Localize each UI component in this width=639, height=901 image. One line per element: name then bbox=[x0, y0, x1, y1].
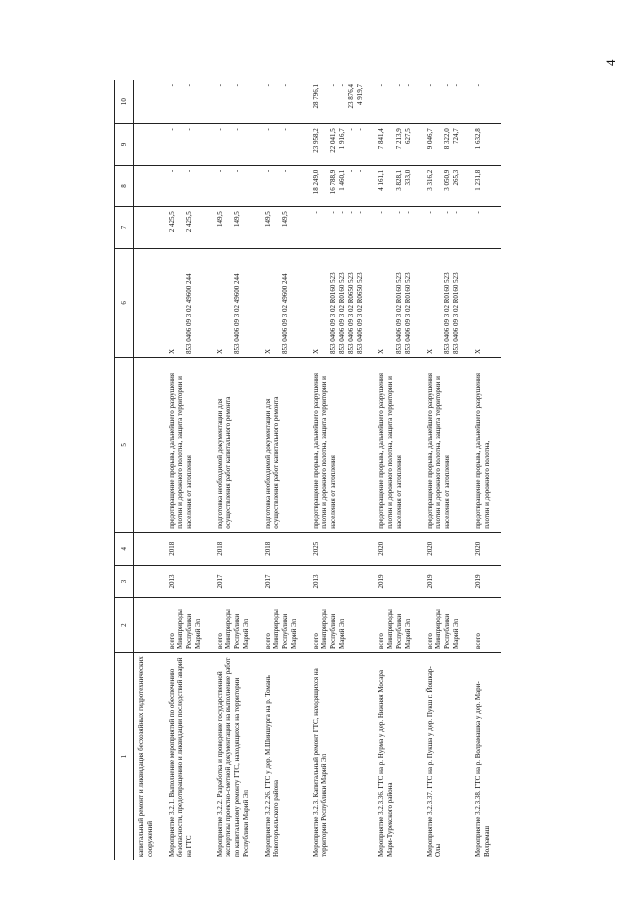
cell-c9 bbox=[134, 124, 165, 166]
cell-c7 bbox=[213, 207, 261, 249]
cell-value: - bbox=[329, 211, 338, 214]
cell-c4: 2018 bbox=[261, 532, 309, 565]
page-number: 4 bbox=[603, 59, 618, 66]
cell-value: Минприроды Республики Марий Эл bbox=[386, 609, 412, 649]
cell-value: 2 425,5 bbox=[167, 211, 176, 233]
cell-value: - bbox=[263, 84, 272, 87]
cell-value: - bbox=[403, 211, 412, 214]
cell-value: - bbox=[167, 128, 176, 131]
column-number-10: 10 bbox=[115, 80, 134, 124]
cell-value: Х bbox=[167, 348, 176, 355]
cell-c5 bbox=[134, 358, 165, 533]
cell-value: - bbox=[185, 84, 194, 87]
cell-c3 bbox=[134, 565, 165, 598]
column-number-8: 8 bbox=[115, 165, 134, 207]
cell-c7 bbox=[423, 207, 471, 249]
column-number-7: 7 bbox=[115, 207, 134, 249]
cell-value: всего bbox=[215, 633, 224, 649]
cell-c8 bbox=[213, 165, 261, 207]
cell-value: всего bbox=[377, 633, 386, 649]
cell-c6 bbox=[374, 248, 422, 357]
cell-c9 bbox=[471, 124, 502, 166]
cell-value: - bbox=[473, 211, 482, 214]
cell-value: - bbox=[338, 84, 346, 87]
column-number-5: 5 bbox=[115, 358, 134, 533]
cell-c5: предотвращение прорыва, дальнейшего разрушения плотин и дорожного полотна, защита территории и населения от затопления bbox=[423, 358, 471, 533]
table-row bbox=[134, 80, 165, 860]
cell-c1: Мероприятие 3.2.1. Выполнение мероприятий по обеспечению безопасности, предотвращению и ликвидации последствий аварий на ГТС bbox=[167, 657, 193, 857]
cell-c3: 2013 bbox=[309, 565, 375, 598]
cell-value: 333,0 bbox=[403, 169, 412, 186]
cell-c7 bbox=[471, 207, 502, 249]
cell-value: 853 0406 09 3 02 49600 244 bbox=[281, 273, 290, 355]
cell-c6 bbox=[423, 248, 471, 357]
cell-c3: 2017 bbox=[261, 565, 309, 598]
cell-value: 853 0406 09 3 02 49600 244 bbox=[185, 273, 194, 355]
cell-value: 7 841,4 bbox=[377, 128, 386, 150]
table-row bbox=[423, 80, 471, 860]
cell-value: 7 213,9 bbox=[395, 128, 403, 150]
cell-value: - bbox=[263, 128, 272, 131]
cell-value: 1 916,7 bbox=[338, 128, 346, 150]
cell-value: - bbox=[233, 169, 242, 173]
cell-value: - bbox=[346, 211, 355, 214]
cell-value: 2 425,5 bbox=[185, 211, 194, 233]
cell-c2 bbox=[134, 598, 165, 653]
cell-value: 265,3 bbox=[452, 169, 460, 186]
cell-value: - bbox=[355, 128, 364, 131]
cell-value: - bbox=[167, 84, 176, 87]
cell-value: Х bbox=[377, 348, 386, 355]
column-number-6: 6 bbox=[115, 248, 134, 357]
cell-value: - bbox=[185, 128, 194, 131]
cell-c1: Мероприятие 3.2.2. Разработка и проведение государственной экспертизы проектно-сметной документации на выполнение работ по капитальному ремонту ГТС, находящихся на территории Республики Марий Эл bbox=[215, 657, 250, 857]
cell-value: - bbox=[338, 211, 346, 214]
cell-c7 bbox=[261, 207, 309, 249]
cell-c3: 2013 bbox=[165, 565, 213, 598]
column-number-2: 2 bbox=[115, 598, 134, 653]
cell-c4: 2020 bbox=[471, 532, 502, 565]
cell-value: - bbox=[443, 84, 452, 87]
cell-value: - bbox=[425, 211, 434, 214]
cell-value: - bbox=[215, 128, 224, 131]
cell-c1: Мероприятие 3.2.2.26. ГТС у дер. М.Шиншурга на р. Томань Новоторъяльского района bbox=[263, 675, 281, 857]
cell-c9 bbox=[165, 124, 213, 166]
cell-c9 bbox=[374, 124, 422, 166]
column-number-9: 9 bbox=[115, 124, 134, 166]
cell-c1: капитальный ремонт и ликвидация бесхозяйных гидротехнических сооружений bbox=[137, 656, 154, 857]
table-row bbox=[309, 80, 375, 860]
cell-value: 3 828,1 bbox=[395, 169, 403, 191]
cell-c1: Мероприятие 3.2.3.36. ГТС на р. Нурма у дер. Нижняя Мосара Мари-Турекского района bbox=[377, 669, 394, 857]
cell-value: 853 0406 09 3 02 R0160 523 bbox=[403, 272, 412, 355]
cell-value: - bbox=[377, 211, 386, 214]
cell-value: - bbox=[281, 84, 290, 87]
cell-value: 149,5 bbox=[233, 211, 242, 228]
cell-value: 853 0406 09 3 02 49600 244 bbox=[233, 273, 242, 355]
cell-value: 8 322,0 bbox=[443, 128, 452, 150]
cell-c3: 2019 bbox=[423, 565, 471, 598]
cell-c7 bbox=[134, 207, 165, 249]
cell-value: - bbox=[377, 84, 386, 87]
cell-value: 149,5 bbox=[263, 211, 272, 228]
cell-value: 23 958,2 bbox=[311, 128, 320, 153]
cell-c2 bbox=[374, 598, 422, 653]
cell-value: - bbox=[233, 84, 242, 87]
cell-value: 853 0406 09 3 02 R0160 523 bbox=[329, 272, 338, 355]
cell-value: - bbox=[425, 84, 434, 87]
cell-c4: 2020 bbox=[423, 532, 471, 565]
cell-c7 bbox=[165, 207, 213, 249]
cell-value: 1 460,1 bbox=[338, 169, 346, 191]
cell-value: 3 316,2 bbox=[425, 169, 434, 191]
cell-c3: 2019 bbox=[471, 565, 502, 598]
cell-value: - bbox=[355, 211, 364, 214]
cell-value: 149,5 bbox=[215, 211, 224, 228]
cell-value: 853 0406 09 3 02 R0160 523 bbox=[338, 272, 346, 355]
cell-value: Х bbox=[263, 348, 272, 355]
cell-value: 853 0406 09 3 02 R0650 523 bbox=[355, 272, 364, 355]
cell-c10 bbox=[374, 80, 422, 124]
cell-value: - bbox=[395, 211, 403, 214]
cell-c4: 2020 bbox=[374, 532, 422, 565]
cell-value: Х bbox=[473, 348, 482, 355]
cell-value: - bbox=[233, 128, 242, 131]
cell-value: 18 249,0 bbox=[311, 169, 320, 195]
cell-c9 bbox=[261, 124, 309, 166]
cell-value: всего bbox=[263, 633, 272, 649]
cell-value: Х bbox=[311, 348, 320, 355]
cell-value: - bbox=[395, 84, 403, 87]
cell-value: Х bbox=[425, 348, 434, 355]
cell-c5: подготовка необходимой документации для осуществления работ капитального ремонта bbox=[261, 358, 309, 533]
cell-value: 1 632,8 bbox=[473, 128, 482, 150]
cell-value: - bbox=[167, 169, 176, 173]
cell-c7 bbox=[374, 207, 422, 249]
cell-c4: 2018 bbox=[213, 532, 261, 565]
cell-value: 149,5 bbox=[281, 211, 290, 228]
cell-value: 853 0406 09 3 02 R0160 523 bbox=[395, 272, 403, 355]
cell-c9 bbox=[309, 124, 375, 166]
cell-c10 bbox=[261, 80, 309, 124]
column-number-4: 4 bbox=[115, 532, 134, 565]
table-row bbox=[374, 80, 422, 860]
cell-value: - bbox=[215, 169, 224, 173]
cell-c10 bbox=[213, 80, 261, 124]
table-body bbox=[134, 80, 502, 860]
cell-value: Х bbox=[215, 348, 224, 355]
cell-c2 bbox=[423, 598, 471, 653]
cell-c6 bbox=[165, 248, 213, 357]
cell-value: - bbox=[355, 169, 364, 173]
cell-value: 853 0406 09 3 02 R0160 523 bbox=[452, 272, 460, 355]
column-number-header-row bbox=[115, 80, 134, 860]
cell-value: 853 0406 09 3 02 R0650 523 bbox=[346, 272, 355, 355]
cell-value: всего bbox=[167, 633, 176, 649]
cell-c8 bbox=[471, 165, 502, 207]
cell-c4 bbox=[134, 532, 165, 565]
cell-c5: предотвращение прорыва, дальнейшего разрушения плотин и дорожного полотна, bbox=[471, 358, 502, 533]
cell-c2 bbox=[213, 598, 261, 653]
cell-value: 3 050,9 bbox=[443, 169, 452, 191]
cell-value: - bbox=[452, 211, 460, 214]
cell-value: 1 231,8 bbox=[473, 169, 482, 191]
cell-value: 627,5 bbox=[403, 128, 412, 145]
cell-value: - bbox=[215, 84, 224, 87]
column-number-1: 1 bbox=[115, 652, 134, 860]
cell-value: - bbox=[473, 84, 482, 87]
cell-c4: 2018 bbox=[165, 532, 213, 565]
cell-c9 bbox=[213, 124, 261, 166]
cell-value: Минприроды Республики Марий Эл bbox=[272, 609, 298, 649]
cell-c8 bbox=[309, 165, 375, 207]
cell-value: всего bbox=[473, 633, 482, 649]
cell-c3: 2017 bbox=[213, 565, 261, 598]
cell-value: 4 919,7 bbox=[355, 84, 364, 105]
cell-c10 bbox=[165, 80, 213, 124]
table-row bbox=[165, 80, 213, 860]
cell-value: 724,7 bbox=[452, 128, 460, 145]
cell-value: 9 046,7 bbox=[425, 128, 434, 150]
cell-c6 bbox=[261, 248, 309, 357]
cell-c8 bbox=[261, 165, 309, 207]
cell-c6 bbox=[309, 248, 375, 357]
cell-c6 bbox=[134, 248, 165, 357]
cell-c5: предотвращение прорыва, дальнейшего разрушения плотин и дорожного полотна, защита территории и населения от затопления bbox=[165, 358, 213, 533]
cell-value: - bbox=[281, 128, 290, 131]
cell-c7 bbox=[309, 207, 375, 249]
cell-c10 bbox=[471, 80, 502, 124]
cell-c8 bbox=[134, 165, 165, 207]
cell-c2 bbox=[309, 598, 375, 653]
cell-value: 16 788,9 bbox=[329, 169, 338, 195]
cell-value: - bbox=[185, 169, 194, 173]
cell-c5: предотвращение прорыва, дальнейшего разрушения плотин и дорожного полотна, защита территории и населения от затопления bbox=[374, 358, 422, 533]
cell-value: - bbox=[329, 84, 338, 87]
cell-value: 23 876,4 bbox=[346, 84, 355, 109]
cell-c1: Мероприятие 3.2.3.38. ГТС на р. Волрамашка у дер. Мари-Волрамаш bbox=[473, 681, 491, 857]
cell-c2 bbox=[261, 598, 309, 653]
cell-value: - bbox=[263, 169, 272, 173]
cell-value: 4 161,1 bbox=[377, 169, 386, 191]
cell-c8 bbox=[423, 165, 471, 207]
cell-c5: предотвращение прорыва, дальнейшего разрушения плотин и дорожного полотна, защита территории и населения от затопления bbox=[309, 358, 375, 533]
cell-value: Минприроды Республики Марий Эл bbox=[320, 609, 346, 649]
cell-value: Минприроды Республики Марий Эл bbox=[434, 609, 460, 649]
cell-value: - bbox=[443, 211, 452, 214]
column-number-3: 3 bbox=[115, 565, 134, 598]
cell-c8 bbox=[374, 165, 422, 207]
table-row bbox=[471, 80, 502, 860]
cell-value: Минприроды Республики Марий Эл bbox=[224, 609, 250, 649]
cell-c10 bbox=[423, 80, 471, 124]
cell-c6 bbox=[213, 248, 261, 357]
cell-c1: Мероприятие 3.2.3.37. ГТС на р. Пукша у дер. Пукш г. Йошкар-Олы bbox=[425, 666, 443, 857]
cell-value: - bbox=[281, 169, 290, 173]
cell-c10 bbox=[309, 80, 375, 124]
cell-value: 853 0406 09 3 02 R0160 523 bbox=[443, 272, 452, 355]
cell-c1: Мероприятие 3.2.3. Капитальный ремонт ГТС, находящихся на территории Республики Марий Эл bbox=[311, 668, 329, 857]
cell-c3: 2019 bbox=[374, 565, 422, 598]
cell-c10 bbox=[134, 80, 165, 124]
table-row bbox=[261, 80, 309, 860]
cell-value: Минприроды Республики Марий Эл bbox=[176, 609, 202, 649]
cell-c4: 2025 bbox=[309, 532, 375, 565]
cell-value: - bbox=[452, 84, 460, 87]
cell-c5: подготовка необходимой документации для осуществления работ капитального ремонта bbox=[213, 358, 261, 533]
cell-c2 bbox=[165, 598, 213, 653]
cell-value: - bbox=[346, 128, 355, 131]
program-measures-table bbox=[114, 80, 501, 860]
cell-value: - bbox=[346, 169, 355, 173]
cell-c9 bbox=[423, 124, 471, 166]
rotated-table-wrapper bbox=[114, 80, 594, 860]
cell-c2 bbox=[471, 598, 502, 653]
cell-c6 bbox=[471, 248, 502, 357]
cell-c8 bbox=[165, 165, 213, 207]
table-row bbox=[213, 80, 261, 860]
cell-value: всего bbox=[311, 633, 320, 649]
cell-value: - bbox=[403, 84, 412, 87]
cell-value: 28 796,1 bbox=[311, 84, 320, 109]
cell-value: 22 041,5 bbox=[329, 128, 338, 153]
cell-value: - bbox=[311, 211, 320, 214]
cell-value: всего bbox=[425, 633, 434, 649]
